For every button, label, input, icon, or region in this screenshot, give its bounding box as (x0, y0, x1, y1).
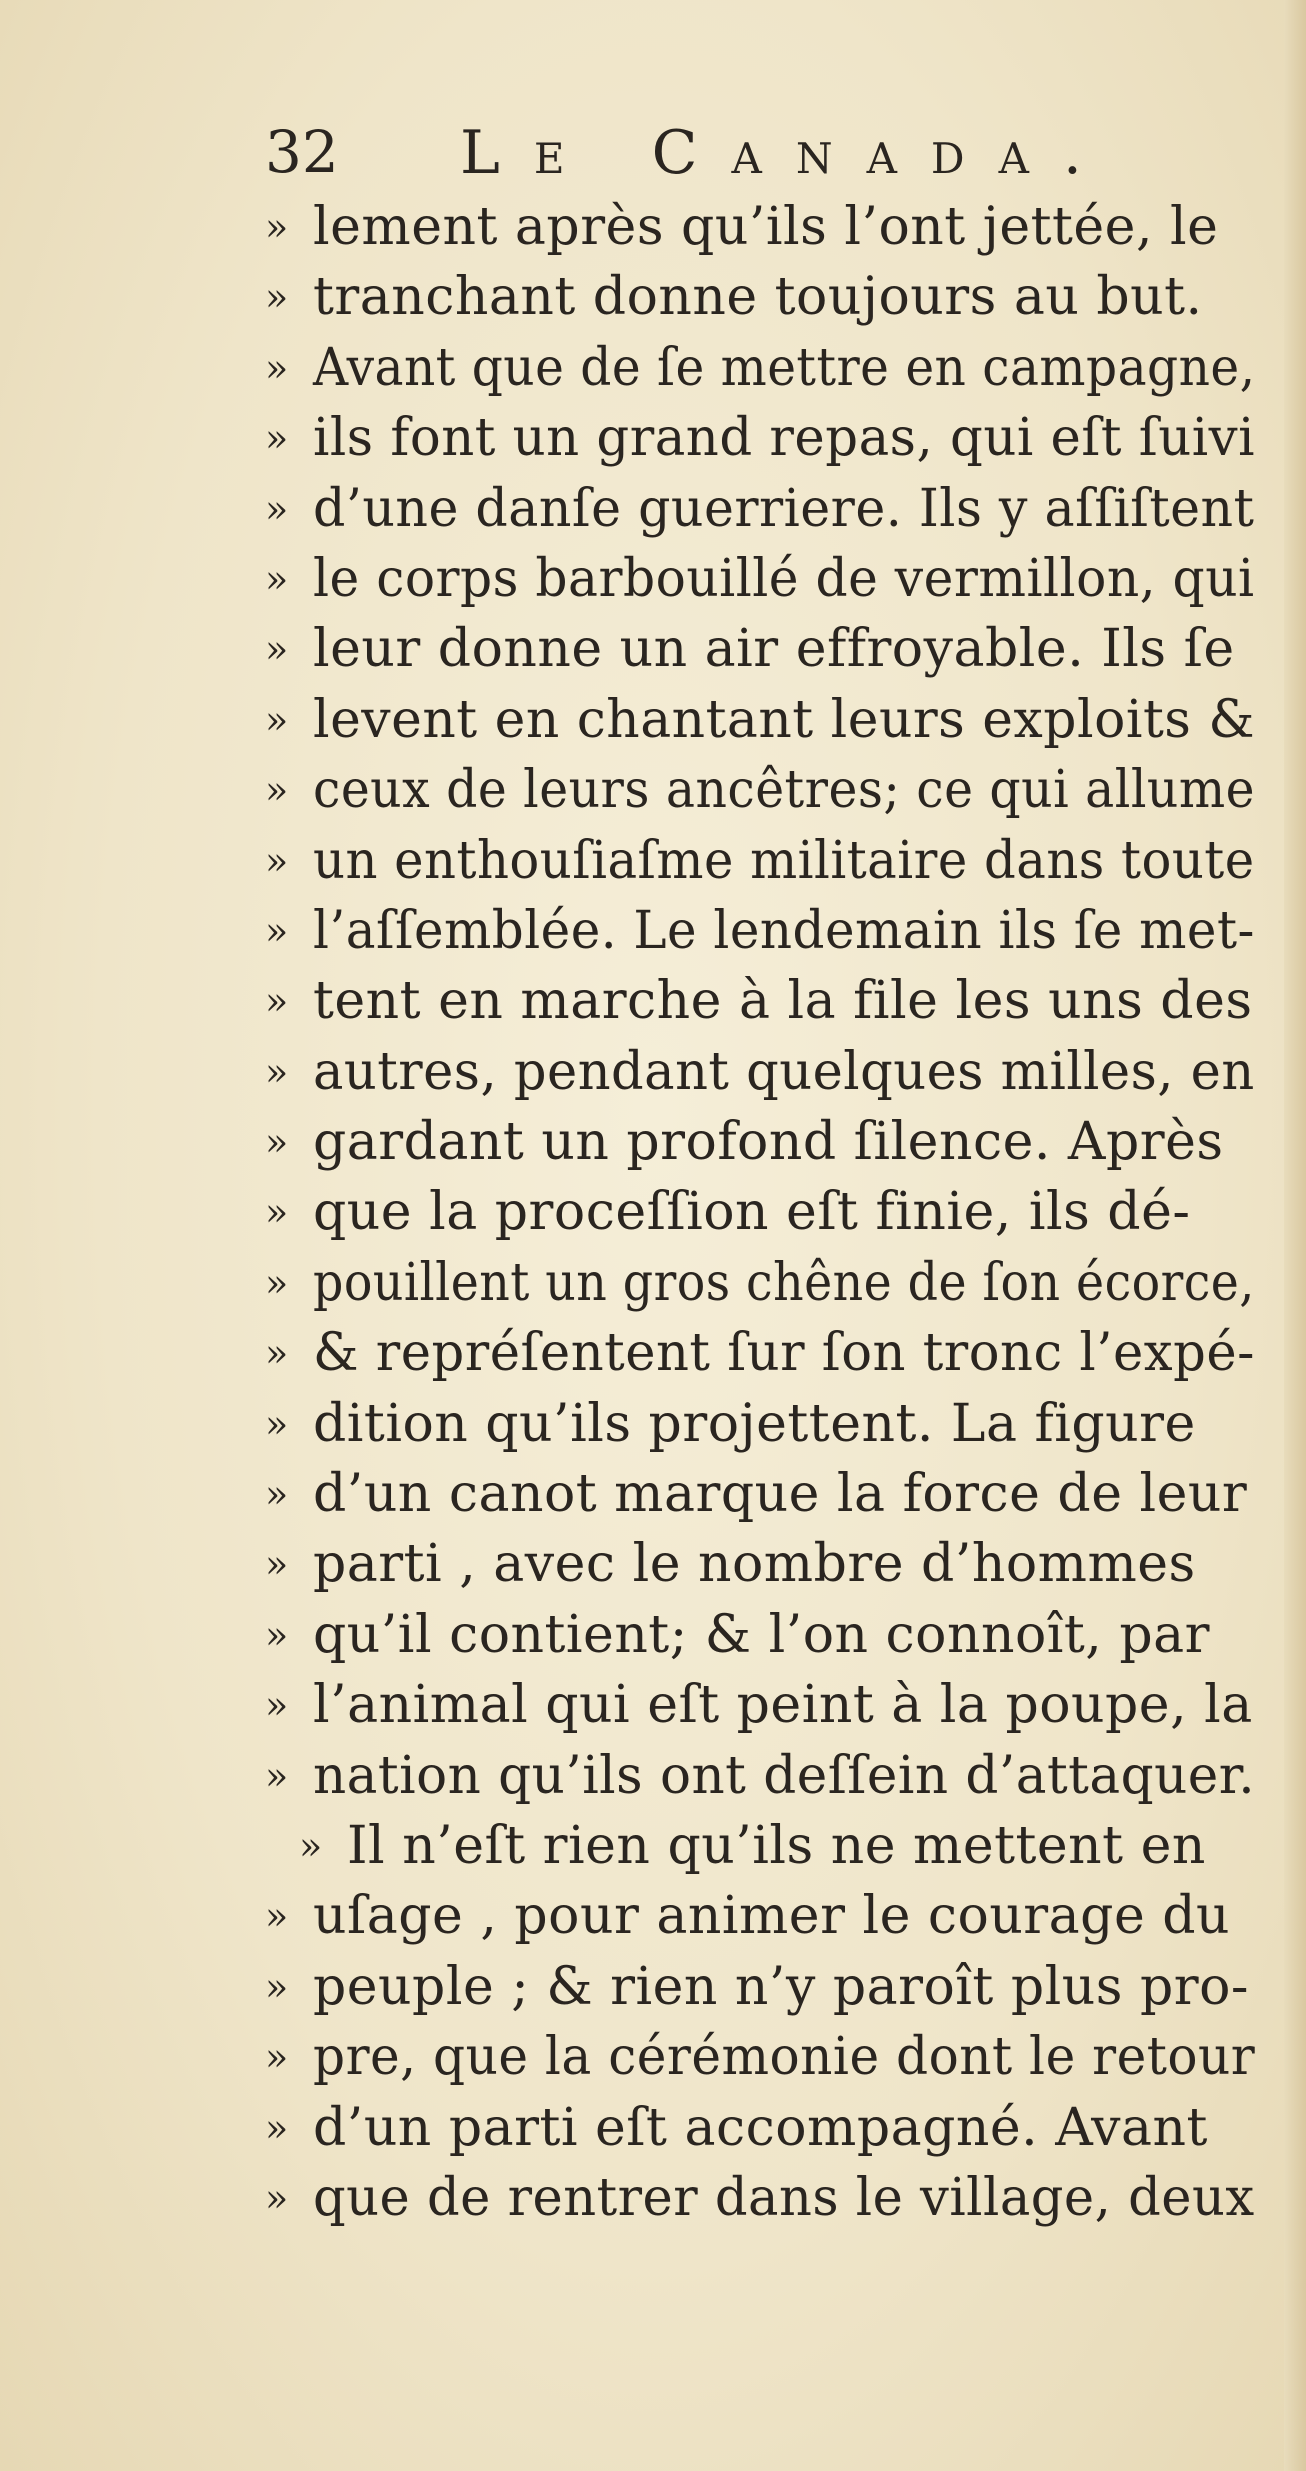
line-text: nation qu’ils ont deſſein d’attaquer. (313, 1745, 1256, 1806)
text-line (265, 966, 1255, 1036)
quote-mark: » (265, 1260, 289, 1305)
text-line (265, 1318, 1255, 1388)
quote-mark: » (265, 486, 289, 531)
line-text: l’aſſemblée. Le lendemain ils ſe met- (313, 900, 1255, 961)
text-line (265, 1248, 1255, 1318)
line-text: Il n’eſt rien qu’ils ne mettent en (347, 1815, 1206, 1876)
quote-mark: » (265, 697, 289, 742)
line-text: & repréſentent ſur ſon tronc l’expé- (313, 1323, 1255, 1384)
line-text: lement après qu’ils l’ont jettée, le (313, 197, 1219, 257)
line-text: ils font un grand repas, qui eſt ſuivi (313, 408, 1255, 469)
page-number: 32 (265, 118, 339, 186)
line-text: parti , avec le nombre d’hommes (313, 1534, 1196, 1595)
line-text: l’animal qui eſt peint à la poupe, la (313, 1675, 1253, 1736)
line-text: tent en marche à la file les uns des (313, 971, 1253, 1032)
text-line (265, 1811, 1255, 1881)
quote-mark: » (265, 275, 289, 320)
quote-mark: » (265, 627, 289, 672)
text-line (265, 1600, 1255, 1670)
quote-mark: » (265, 345, 289, 390)
line-text: ceux de leurs ancêtres; ce qui allume (313, 760, 1255, 821)
quote-mark: » (265, 1049, 289, 1094)
quote-mark: » (265, 1964, 289, 2009)
running-title: Le Canada. (460, 118, 1116, 188)
quote-mark: » (265, 556, 289, 601)
line-text: d’un parti eſt accompagné. Avant (313, 2097, 1208, 2158)
line-text: pouillent un gros chêne de ſon écorce, (313, 1252, 1255, 1313)
quote-mark: » (265, 908, 289, 953)
quote-mark: » (265, 416, 289, 461)
line-text: dition qu’ils projettent. La figure (313, 1393, 1196, 1454)
text-line (265, 755, 1255, 825)
quote-mark: » (265, 979, 289, 1024)
quote-mark: » (265, 205, 289, 249)
text-line (265, 474, 1255, 544)
text-line (265, 826, 1255, 896)
text-line (265, 2163, 1255, 2233)
quote-mark: » (265, 1542, 289, 1587)
line-text: pre, que la cérémonie dont le retour (313, 2027, 1256, 2088)
quote-mark: » (265, 1472, 289, 1517)
line-text: uſage , pour animer le courage du (313, 1886, 1231, 1947)
quote-mark: » (265, 1190, 289, 1235)
line-text: d’un canot marque la force de leur (313, 1464, 1248, 1525)
quote-mark: » (265, 2035, 289, 2080)
quote-mark: » (299, 1823, 323, 1868)
text-line (265, 896, 1255, 966)
line-text: d’une danſe guerriere. Ils y aſſiſtent (313, 478, 1255, 539)
page-edge (1284, 0, 1306, 2471)
quote-mark: » (265, 838, 289, 883)
text-line (265, 2022, 1255, 2092)
text-line (265, 544, 1255, 614)
line-text: levent en chantant leurs exploits & (313, 689, 1256, 750)
text-line (265, 685, 1255, 755)
page-header (265, 118, 1245, 198)
quote-mark: » (265, 2175, 289, 2220)
quote-mark: » (265, 1612, 289, 1657)
text-line (265, 1107, 1255, 1177)
text-line (265, 1177, 1255, 1247)
text-line (265, 1952, 1255, 2022)
line-text: que la proceſſion eſt finie, ils dé- (313, 1182, 1191, 1243)
line-text: peuple ; & rien n’y paroît plus pro- (313, 1956, 1249, 2017)
text-line (265, 614, 1255, 684)
line-text: autres, pendant quelques milles, en (313, 1041, 1255, 1102)
text-line (265, 1670, 1255, 1740)
quote-mark: » (265, 2105, 289, 2150)
line-text: que de rentrer dans le village, deux (313, 2167, 1255, 2228)
quote-mark: » (265, 1894, 289, 1939)
text-line (265, 403, 1255, 473)
text-line (265, 1529, 1255, 1599)
text-line (265, 1037, 1255, 1107)
line-text: tranchant donne toujours au but. (313, 267, 1203, 328)
line-text: leur donne un air effroyable. Ils ſe (313, 619, 1235, 680)
line-text: un enthouſiaſme militaire dans toute (313, 830, 1255, 891)
line-text: gardant un profond ſilence. Après (313, 1112, 1224, 1173)
body-text (265, 192, 1255, 2233)
text-line (265, 262, 1255, 332)
text-line (265, 1881, 1255, 1951)
line-text: le corps barbouillé de vermillon, qui (313, 548, 1255, 609)
line-text: qu’il contient; & l’on connoît, par (313, 1604, 1211, 1665)
text-line (265, 1389, 1255, 1459)
quote-mark: » (265, 1683, 289, 1728)
quote-mark: » (265, 1753, 289, 1798)
text-line (265, 333, 1255, 403)
text-line (265, 192, 1255, 262)
quote-mark: » (265, 1331, 289, 1376)
quote-mark: » (265, 1120, 289, 1165)
text-line (265, 1741, 1255, 1811)
text-line (265, 2093, 1255, 2163)
text-line (265, 1459, 1255, 1529)
quote-mark: » (265, 1401, 289, 1446)
line-text: Avant que de ſe mettre en campagne, (313, 337, 1256, 398)
quote-mark: » (265, 768, 289, 813)
